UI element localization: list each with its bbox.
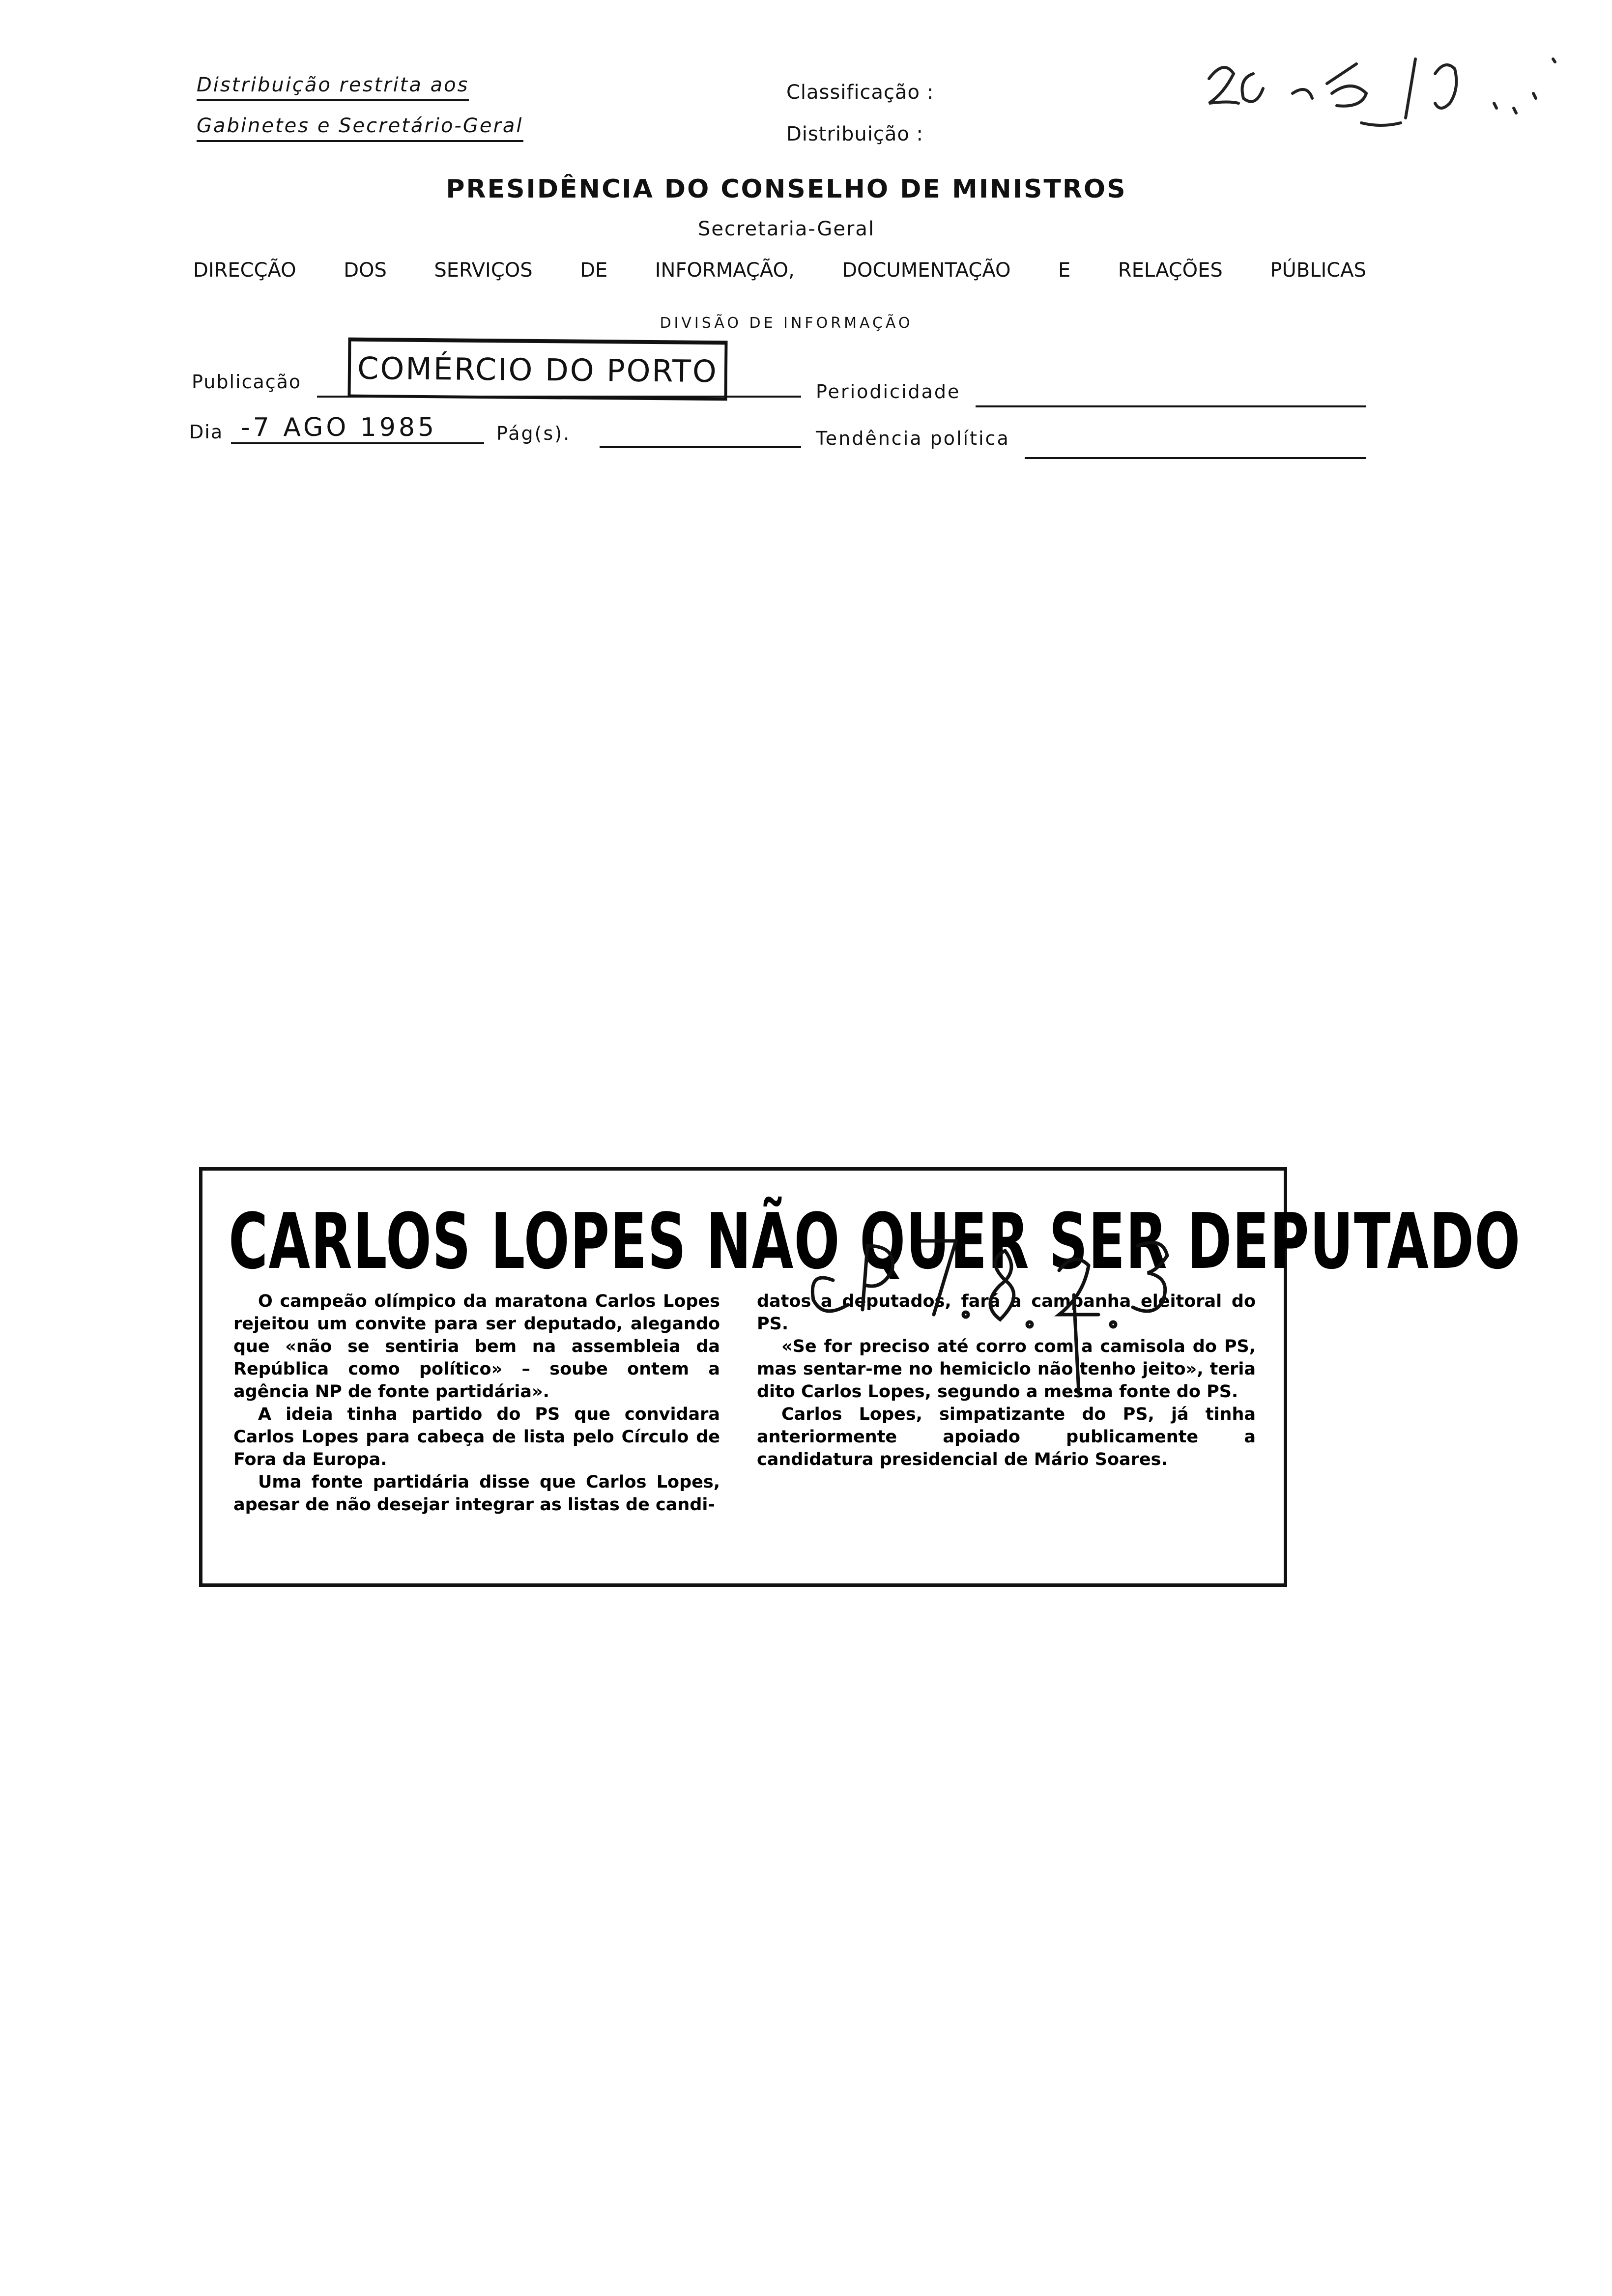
dia-label: Dia: [189, 421, 224, 443]
direccao-word: E: [1058, 259, 1071, 282]
periodicidade-field-line: [976, 405, 1366, 407]
divisao-label: DIVISÃO DE INFORMAÇÃO: [660, 315, 913, 332]
article-paragraph: A ideia tinha partido do PS que convidara Carlos Lopes para cabeça de lista pelo Círculo de Fora da Europa.: [233, 1405, 720, 1469]
dia-field-line: [231, 442, 484, 444]
direccao-word: INFORMAÇÃO,: [655, 259, 795, 282]
direccao-word: DE: [580, 259, 608, 282]
direccao-word: DOCUMENTAÇÃO: [842, 259, 1011, 282]
article-paragraph: «Se for preciso até corro com a camisola do PS, mas sentar-me no hemiciclo não tenho jeito», teria dito Carlos Lopes, segundo a mesma fonte do PS.: [757, 1337, 1256, 1402]
distribution-note-line1: Distribuição restrita aos: [197, 74, 469, 101]
pags-field-line: [600, 446, 801, 448]
newspaper-clipping: [199, 1167, 1521, 1590]
publicacao-label: Publicação: [192, 371, 302, 393]
publicacao-stamp: COMÉRCIO DO PORTO: [347, 338, 727, 401]
clipping-headline: CARLOS LOPES NÃO QUER SER DEPUTADO: [229, 1197, 1521, 1286]
direccao-line: [193, 259, 1366, 282]
tendencia-field-line: [1025, 457, 1366, 459]
direccao-word: PÚBLICAS: [1270, 259, 1366, 282]
direccao-word: SERVIÇOS: [434, 259, 533, 282]
periodicidade-label: Periodicidade: [816, 381, 961, 402]
distribution-note-line2: Gabinetes e Secretário-Geral: [197, 115, 523, 142]
date-stamp: -7 AGO 1985: [241, 413, 437, 442]
handwritten-reference: [1199, 44, 1573, 143]
direccao-word: RELAÇÕES: [1118, 259, 1223, 282]
article-column-left: [233, 1290, 720, 1516]
pags-label: Pág(s).: [496, 423, 571, 444]
handwritten-annotation: [799, 1206, 1192, 1403]
secretaria-subtitle: Secretaria-Geral: [697, 218, 875, 240]
classificacao-label: Classificação :: [786, 81, 934, 104]
distribuicao-label: Distribuição :: [786, 123, 924, 145]
ministry-title: PRESIDÊNCIA DO CONSELHO DE MINISTROS: [446, 174, 1127, 204]
article-paragraph: Carlos Lopes, simpatizante do PS, já tinha anteriormente apoiado publicamente a candidatura presidencial de Mário Soares.: [757, 1405, 1256, 1469]
direccao-word: DIRECÇÃO: [193, 259, 296, 282]
article-paragraph: O campeão olímpico da maratona Carlos Lopes rejeitou um convite para ser deputado, alegando que «não se sentiria bem na assembleia da República como político» – soube ontem a agência NP de fonte partidária».: [233, 1292, 720, 1402]
article-paragraph: Uma fonte partidária disse que Carlos Lopes, apesar de não desejar integrar as listas de candi-: [233, 1472, 720, 1515]
direccao-word: DOS: [344, 259, 387, 282]
tendencia-label: Tendência política: [816, 428, 1010, 449]
article-paragraph: datos a deputados, fará a campanha eleitoral do PS.: [757, 1292, 1256, 1334]
